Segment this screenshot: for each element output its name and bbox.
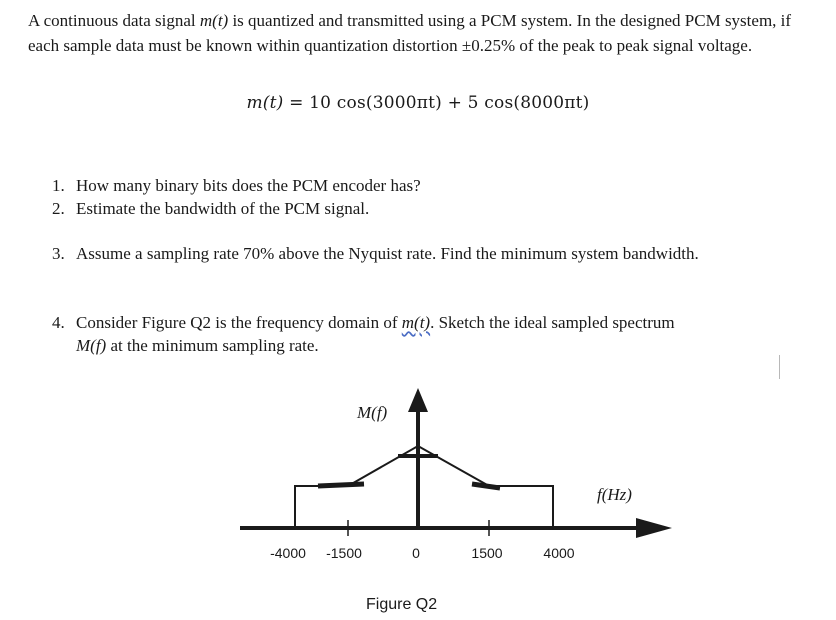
question-2 bbox=[52, 197, 780, 220]
intro-text-2: is quantized and transmitted using a PCM system. In the designed PCM system, if each sample data must be known within quantization distortion ±0.25% of the peak to peak signal voltage. bbox=[28, 11, 792, 55]
tick-label: 4000 bbox=[543, 545, 575, 561]
equation-lhs: m(t) bbox=[246, 93, 284, 113]
tick-label: -1500 bbox=[326, 545, 362, 561]
spectrum-symbol: M(f) bbox=[76, 336, 107, 355]
question-number: 4. bbox=[52, 313, 65, 332]
question-number: 1. bbox=[52, 176, 65, 195]
question-text-a: Consider Figure Q2 is the frequency domain of bbox=[76, 313, 402, 332]
signal-symbol: m(t) bbox=[199, 11, 229, 30]
tick-label: 0 bbox=[412, 545, 420, 561]
tick-label: -4000 bbox=[270, 545, 306, 561]
y-axis-label: M(f) bbox=[357, 403, 388, 422]
tick-label: 1500 bbox=[471, 545, 503, 561]
frequency-axis-arrow bbox=[636, 518, 672, 538]
question-text-c: . Sketch the ideal sampled spectrum bbox=[430, 313, 675, 332]
signal-symbol: m(t) bbox=[401, 313, 431, 332]
figure-caption: Figure Q2 bbox=[366, 596, 438, 613]
question-text: How many binary bits does the PCM encoder has? bbox=[76, 176, 421, 195]
spectrum-bold-segment bbox=[318, 484, 364, 486]
question-3 bbox=[52, 242, 780, 265]
question-4 bbox=[52, 311, 780, 357]
equation-rhs: = 10 cos(3000πt) + 5 cos(8000πt) bbox=[283, 93, 590, 113]
question-text-e: at the minimum sampling rate. bbox=[106, 336, 319, 355]
problem-statement bbox=[28, 8, 808, 58]
x-axis-label: f(Hz) bbox=[597, 485, 632, 504]
question-text: Estimate the bandwidth of the PCM signal. bbox=[76, 199, 370, 218]
question-number: 2. bbox=[52, 199, 65, 218]
amplitude-axis-arrow bbox=[408, 388, 428, 412]
signal-equation bbox=[0, 93, 836, 113]
question-text: Assume a sampling rate 70% above the Nyquist rate. Find the minimum system bandwidth. bbox=[76, 244, 699, 263]
intro-text-1: A continuous data signal bbox=[28, 11, 200, 30]
question-number: 3. bbox=[52, 244, 65, 263]
spectrum-figure bbox=[0, 380, 836, 590]
spectrum-bold-segment bbox=[472, 484, 500, 488]
question-1 bbox=[52, 174, 780, 197]
text-cursor bbox=[779, 355, 780, 379]
